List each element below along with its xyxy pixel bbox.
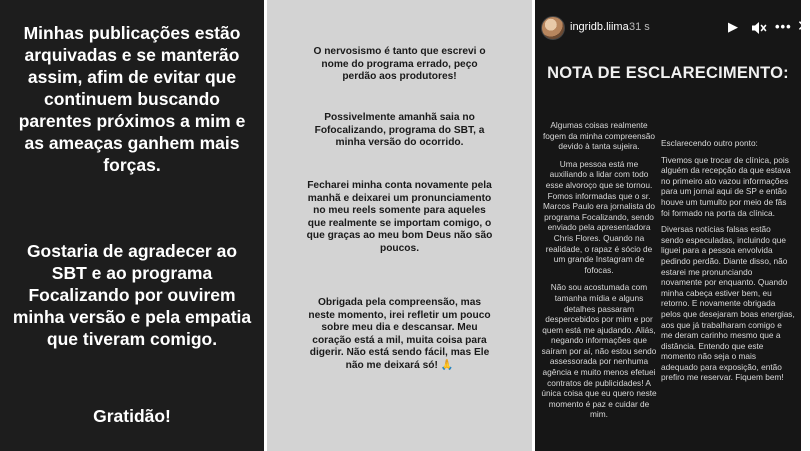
- clarification-left-column: [541, 120, 657, 427]
- clarification-right-column: [661, 138, 795, 389]
- left-paragraph: Algumas coisas realmente fogem da minha compreensão devido à tanta sujeira.: [542, 120, 656, 152]
- close-account-paragraph: Fecharei minha conta novamente pela manhã e deixarei um pronunciamento no meu reels somente para aqueles que realmente se importam comigo, o que graças ao meu bom Deus não são poucos.: [306, 180, 493, 254]
- story-username[interactable]: ingridb.liima: [570, 21, 629, 33]
- apology-paragraph: O nervosismo é tanto que escrevi o nome do programa errado, peço perdão aos produtores!: [313, 46, 486, 83]
- story-header: [541, 13, 810, 41]
- version-paragraph: Possivelmente amanhã saia no Fofocalizando, programa do SBT, a minha versão do ocorrido.: [314, 112, 485, 149]
- right-paragraph: Diversas notícias falsas estão sendo especuladas, incluindo que liguei para a pessoa envolvida pedindo perdão. Diante disso, não estarei me pronunciando novamente por enquanto. Quando minha cabeça estiver bem, eu retorno. E novamente obrigada pelos que desejaram boas energias, aos que já trabalharam comigo e me deram carinho mesmo que a distância. Entendo que este momento não seja o mais adequado para exposição, então prefiro me reservar. Fiquem bem!: [661, 224, 795, 383]
- story-time: 31 s: [629, 21, 650, 33]
- gratitude-sbt-text: Gostaria de agradecer ao SBT e ao programa Focalizando por ouvirem minha versão e pela empatia que tiveram comigo.: [12, 241, 252, 349]
- gratitude-text: Gratidão!: [93, 406, 171, 426]
- story-panel-archived: [0, 0, 264, 451]
- play-icon[interactable]: ▶: [728, 19, 738, 34]
- right-paragraph: Esclarecendo outro ponto:: [661, 138, 758, 148]
- thanks-paragraph: Obrigada pela compreensão, mas neste momento, irei refletir um pouco sobre meu dia e descansar. Meu coração está a mil, muita coisa para digerir. Não está sendo fácil, mas Ele não me deixará só! 🙏: [308, 297, 491, 371]
- close-icon[interactable]: ✕: [797, 18, 810, 35]
- more-icon[interactable]: •••: [775, 19, 792, 34]
- story-panel-clarification: [535, 0, 810, 451]
- archive-notice-text: Minhas publicações estão arquivadas e se manterão assim, afim de evitar que continuem buscando parentes próximos a mim e as ameaças ganhem mais forças.: [18, 23, 246, 175]
- mute-icon[interactable]: [751, 17, 767, 37]
- avatar[interactable]: [541, 16, 565, 40]
- left-paragraph: Uma pessoa está me auxiliando a lidar com todo esse alvoroço que se tornou. Fomos informadas que o sr. Marcos Paulo era jornalista do programa Focalizando, sendo enviado pela apresentadora Chris Flores. Quando na realidade, o rapaz é sócio de um grande Instagram de fofocas.: [542, 158, 656, 275]
- story-panel-apology: [267, 0, 532, 451]
- left-paragraph: Não sou acostumada com tamanha mídia e alguns detalhes passaram despercebidos por mim e por quem está me ajudando. Aliás, negando informações que saíram por aí, não estou sendo assessorada por nenhuma agência e muito menos efetuei contratos de publicidades! A única coisa que eu quero neste momento é paz e cuidar de mim.: [541, 282, 657, 420]
- clarification-title: NOTA DE ESCLARECIMENTO:: [547, 64, 789, 82]
- right-paragraph: Tivemos que trocar de clínica, pois alguém da recepção da que estava no primeiro ato vazou informações para um jornal aqui de SP e então houve um tumulto por meio de fãs foi formado na porta da clínica.: [661, 154, 791, 218]
